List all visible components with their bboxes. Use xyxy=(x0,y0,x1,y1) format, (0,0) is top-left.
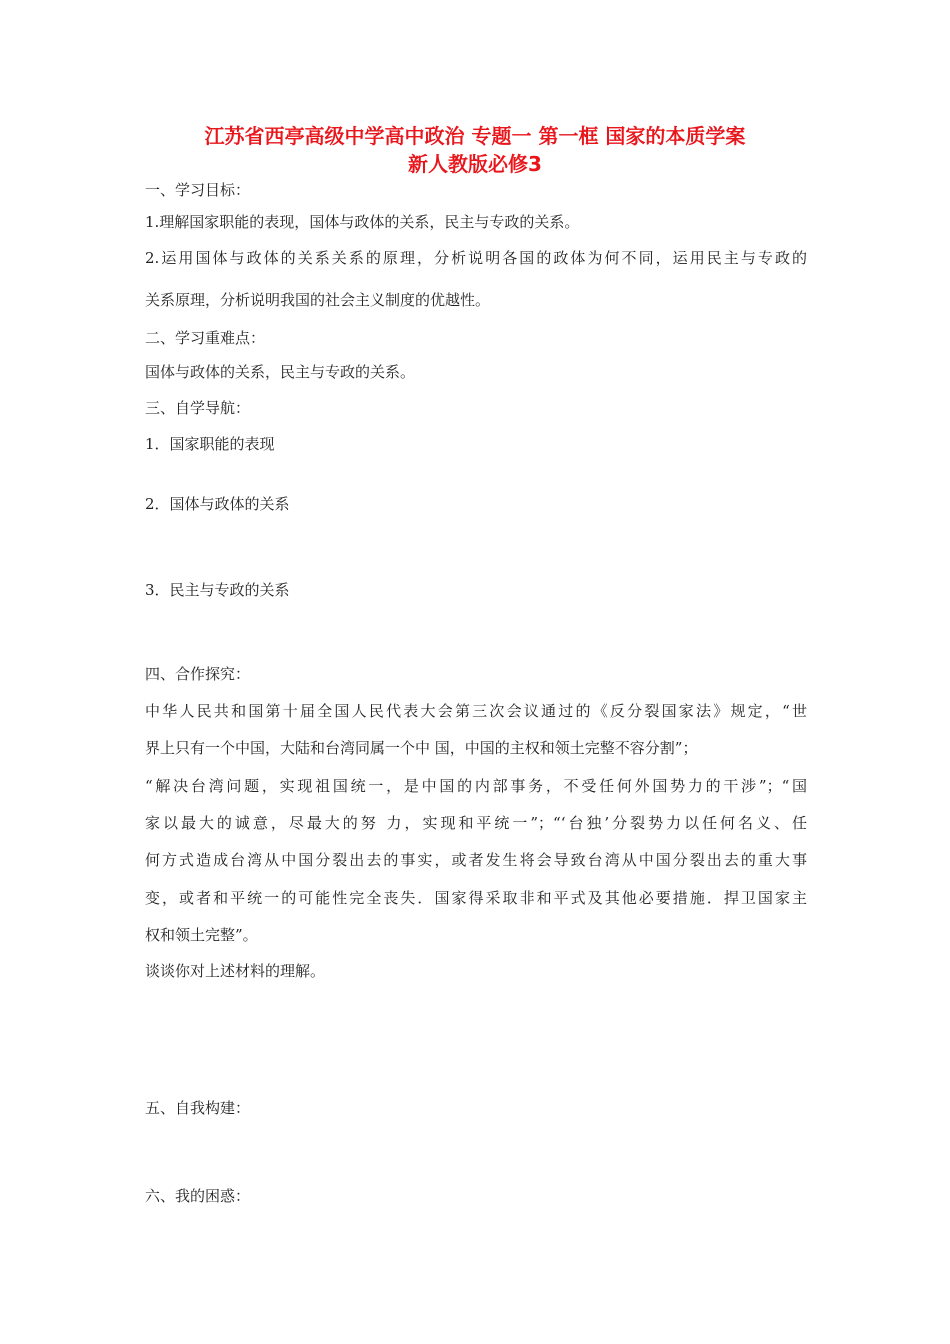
coop-material-line: 权和领土完整”。 xyxy=(145,926,258,944)
coop-material-line: 变，或者和平统一的可能性完全丧失．国家得采取非和平式及其他必要措施．捍卫国家主 xyxy=(145,889,807,907)
goal-item-2-line-1: 2.运用国体与政体的关系关系的原理，分析说明各国的政体为何不同，运用民主与专政的 xyxy=(145,249,807,267)
goal-item-1: 1.理解国家职能的表现，国体与政体的关系，民主与专政的关系。 xyxy=(145,213,580,231)
self-study-item-1: 1．国家职能的表现 xyxy=(145,435,275,453)
key-points-heading: 二、学习重难点： xyxy=(145,329,266,347)
goal-item-2-line-2: 关系原理，分析说明我国的社会主义制度的优越性。 xyxy=(145,291,491,309)
coop-material-line: 中华人民共和国第十届全国人民代表大会第三次会议通过的《反分裂国家法》规定，“世 xyxy=(145,702,807,720)
coop-material-line: 界上只有一个中国，大陆和台湾同属一个中 国，中国的主权和领土完整不容分割”； xyxy=(145,739,698,757)
confusion-heading: 六、我的困惑： xyxy=(145,1187,251,1205)
coop-heading: 四、合作探究： xyxy=(145,665,251,683)
self-build-heading: 五、自我构建： xyxy=(145,1099,251,1117)
coop-question: 谈谈你对上述材料的理解。 xyxy=(145,962,326,980)
coop-material-line: 何方式造成台湾从中国分裂出去的事实，或者发生将会导致台湾从中国分裂出去的重大事 xyxy=(145,851,807,869)
coop-material-line: 家以最大的诚意，尽最大的努 力，实现和平统一”；“‘台独’分裂势力以任何名义、任 xyxy=(145,814,807,832)
title-line-2: 新人教版必修3 xyxy=(408,152,542,176)
self-study-item-3: 3．民主与专政的关系 xyxy=(145,581,290,599)
goals-heading: 一、学习目标： xyxy=(145,181,251,199)
self-study-heading: 三、自学导航： xyxy=(145,399,251,417)
self-study-item-2: 2．国体与政体的关系 xyxy=(145,495,290,513)
key-points-text: 国体与政体的关系，民主与专政的关系。 xyxy=(145,363,416,381)
coop-material-line: “解决台湾问题，实现祖国统一，是中国的内部事务，不受任何外国势力的干涉”；“国 xyxy=(145,777,807,795)
title-line-1: 江苏省西亭高级中学高中政治 专题一 第一框 国家的本质学案 xyxy=(204,124,746,148)
